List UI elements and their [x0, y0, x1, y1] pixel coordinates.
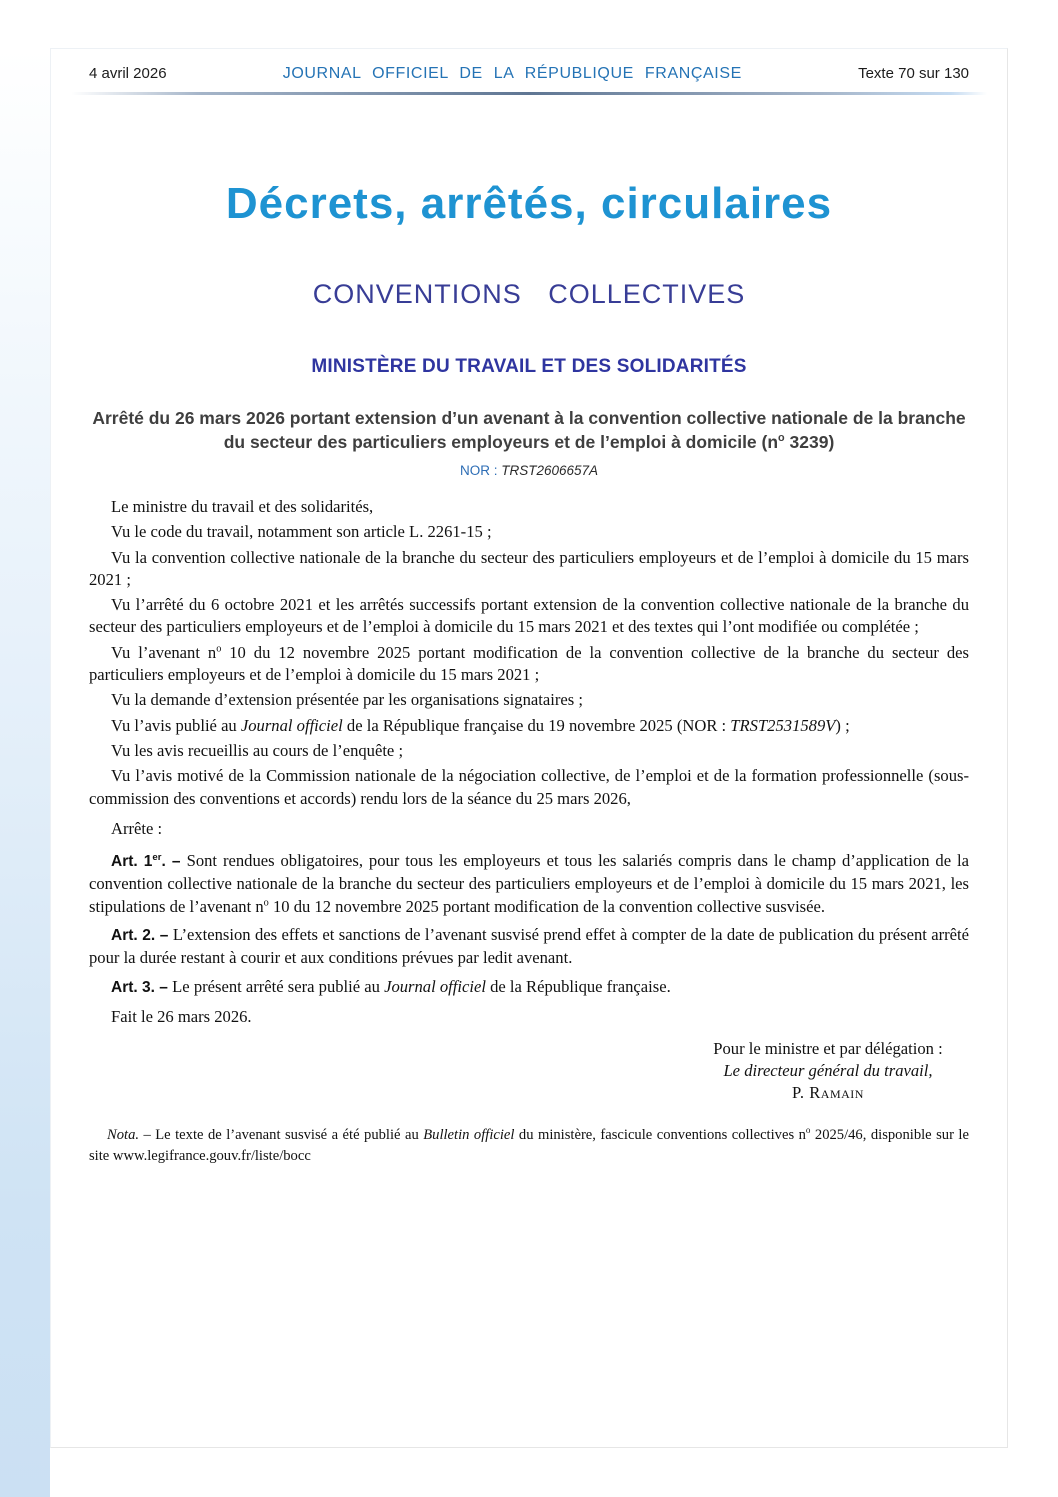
text-number: Texte 70 sur 130 — [858, 65, 969, 82]
paragraph-vu-convention: Vu la convention collective nationale de la branche du secteur des particuliers employeurs et de l’emploi à domicile du 15 mars 2021 ; — [89, 547, 969, 589]
paragraph-vu-avis-motive: Vu l’avis motivé de la Commission nationale de la négociation collective, de l’emploi et de la formation professionnelle (sous-commission des conventions et accords) rendu lors de la séance du 25 mars 2026, — [89, 766, 969, 808]
article-text: 10 du 12 novembre 2025 portant modification de la convention collective susvisée. — [268, 896, 826, 916]
nor-reference-italic: TRST2531589V — [730, 715, 836, 735]
ministry-title: MINISTÈRE DU TRAVAIL ET DES SOLIDARITÉS — [311, 356, 747, 377]
journal-officiel-italic: Journal officiel — [240, 715, 343, 735]
arrete-title-number: 3239) — [784, 432, 835, 452]
section-title: Décrets, arrêtés, circulaires — [225, 179, 833, 228]
nor-label: NOR : — [459, 463, 502, 478]
paragraph-vu-avis-publie — [89, 715, 969, 737]
paragraph-vu-code-travail: Vu le code du travail, notamment son article L. 2261-15 ; — [111, 522, 492, 542]
article-3-label: Art. 3. – — [111, 978, 173, 996]
arrete-word: Arrête : — [111, 818, 163, 838]
article-2 — [89, 924, 969, 970]
signature-role: Le directeur général du travail, — [723, 1061, 933, 1081]
article-2-label: Art. 2. – — [111, 927, 173, 945]
fait-le-date: Fait le 26 mars 2026. — [111, 1006, 252, 1026]
arrete-title-ordinal: o — [778, 432, 785, 445]
article-text: Sont rendues obligatoires, pour tous les employeurs et tous les salariés compris dans le champ d’application de la convention collective nationale de la branche du secteur des particuliers employeurs et de l’emploi à domicile du 15 mars 2021, les stipulations de l’avenant n — [89, 851, 969, 916]
nota-text: – Le texte de l’avenant susvisé a été publié au — [139, 1127, 424, 1144]
arrete-title-text: Arrêté du 26 mars 2026 portant extension d’un avenant à la convention collective nationale de la branche du secteur des particuliers employeurs et de l’emploi à domicile (n — [92, 408, 966, 452]
subsection-title: CONVENTIONS COLLECTIVES — [312, 279, 746, 309]
article-label-text: . – — [161, 853, 187, 871]
article-1 — [89, 850, 969, 918]
ordinal-sup: o — [263, 897, 269, 909]
nota-paragraph — [89, 1125, 969, 1167]
journal-title: JOURNAL OFFICIEL DE LA RÉPUBLIQUE FRANÇAISE — [282, 65, 742, 82]
ordinal-sup: o — [805, 1125, 811, 1136]
signature-block — [687, 1038, 969, 1104]
header-rule — [71, 92, 987, 95]
nota-text: 2025/46, disponible sur le site www.legifrance.gouv.fr/liste/bocc — [89, 1127, 969, 1165]
left-gradient-strip — [0, 48, 50, 1497]
page-header — [51, 49, 1007, 83]
nota-text: du ministère, fascicule conventions collectives n — [514, 1127, 806, 1144]
signature-delegation: Pour le ministre et par délégation : — [713, 1039, 943, 1059]
article-label-sup: er — [152, 852, 162, 863]
paragraph-text: Vu l’avenant n — [111, 642, 217, 662]
article-text: de la République française. — [485, 976, 671, 996]
paragraph-text: 10 du 12 novembre 2025 portant modification de la convention collective de la branche du secteur des particuliers employeurs et de l’emploi à domicile du 15 mars 2021 ; — [89, 642, 969, 685]
header-date: 4 avril 2026 — [89, 65, 167, 82]
nota-label-italic: Nota. — [107, 1127, 140, 1144]
paragraph-vu-avis-recueillis: Vu les avis recueillis au cours de l’enquête ; — [111, 740, 404, 760]
nota-block — [89, 1125, 969, 1167]
paragraph-ministre: Le ministre du travail et des solidarités, — [111, 497, 374, 516]
paragraph-vu-avenant — [89, 642, 969, 687]
paragraph-vu-arrete-2021: Vu l’arrêté du 6 octobre 2021 et les arrêtés successifs portant extension de la convention collective nationale de la branche du secteur des particuliers employeurs et de l’emploi à domicile du 15 mars 2021 et des textes qui l’ont modifiée ou complétée ; — [89, 595, 969, 637]
paragraph-vu-demande: Vu la demande d’extension présentée par les organisations signataires ; — [111, 690, 583, 710]
ordinal-sup: o — [216, 643, 222, 655]
paragraph-text: de la République française du 19 novembre 2025 (NOR : — [342, 715, 731, 735]
journal-officiel-italic: Journal officiel — [384, 976, 486, 996]
bulletin-officiel-italic: Bulletin officiel — [423, 1127, 515, 1144]
article-3 — [89, 976, 969, 999]
article-label-text: Art. 1 — [111, 853, 153, 871]
article-text: L’extension des effets et sanctions de l’avenant susvisé prend effet à compter de la date de publication du présent arrêté pour la durée restant à courir et aux conditions prévues par ledit avenant. — [89, 925, 969, 968]
paragraph-text: ) ; — [835, 715, 850, 735]
document-page — [50, 48, 1008, 1448]
nor-value: TRST2606657A — [501, 463, 599, 478]
signature-name: P. Ramain — [792, 1083, 864, 1103]
article-text: Le présent arrêté sera publié au — [172, 976, 385, 996]
nor-line — [51, 463, 1007, 478]
article-1-label — [111, 853, 187, 870]
arrete-title — [86, 406, 972, 454]
arrete-body — [89, 496, 969, 1167]
paragraph-text: Vu l’avis publié au — [111, 715, 241, 735]
